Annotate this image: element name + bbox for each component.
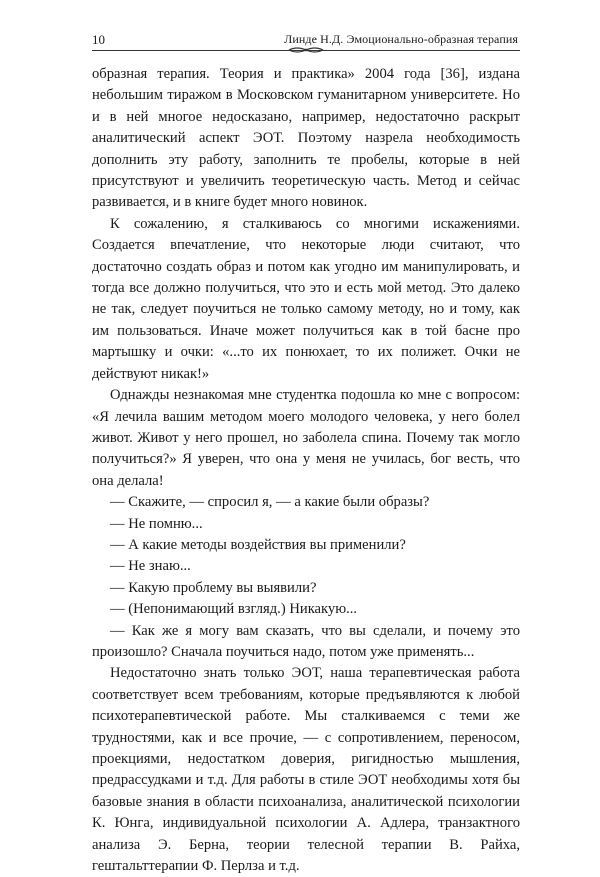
dialogue-line: — Какую проблему вы выявили? bbox=[110, 579, 317, 596]
dialogue-line: — Как же я могу вам сказать, что вы сделали, и почему это произошло? Сначала поучиться надо, потом уже применять... bbox=[92, 622, 520, 660]
paragraph: Однажды незнакомая мне студентка подошла ко мне с вопросом: «Я лечила вашим методом моего молодого человека, у него болел живот. Живот у него прошел, но заболела спина. Почему так могло получиться?» Я уверен, что она у меня не училась, бог весть, что она делала! bbox=[92, 387, 520, 489]
page-header bbox=[92, 30, 520, 52]
paragraph: К сожалению, я сталкиваюсь со многими искажениями. Создается впечатление, что некоторые люди считают, что достаточно создать образ и потом как угодно им манипулировать, и тогда все должно получиться, что это и есть мой метод. Это далеко не так, следует поучиться не только самому методу, но и тому, как им пользоваться. Иначе может получиться как в той басне про мартышку и очки: «...то их понюхает, то их полижет. Очки не действуют никак!» bbox=[92, 215, 520, 382]
rule-ornament-icon bbox=[289, 46, 323, 54]
dialogue-line: — Не знаю... bbox=[110, 558, 191, 575]
dialogue-line: — А какие методы воздействия вы применили? bbox=[110, 536, 406, 553]
paragraph: Недостаточно знать только ЭОТ, наша терапевтическая работа соответствует всем требованиям, которые предъявляются к любой психотерапевтической работе. Мы сталкиваемся с теми же трудностями, как и все прочие, — с сопротивлением, переносом, проекциями, недостатком доверия, ригидностью мышления, предрассудками и т.д. Для работы в стиле ЭОТ необходимы хотя бы базовые знания в области психоанализа, аналитической психологии К. Юнга, индивидуальной психологии А. Адлера, транзактного анализа Э. Берна, теории телесной терапии В. Райха, гештальттерапии Ф. Перлза и т.д. bbox=[92, 665, 520, 875]
page-number: 10 bbox=[92, 32, 105, 47]
dialogue-line: — (Непонимающий взгляд.) Никакую... bbox=[110, 601, 358, 618]
dialogue-line: — Не помню... bbox=[110, 515, 203, 532]
paragraph-continued: образная терапия. Теория и практика» 2004 года [36], издана небольшим тиражом в Московском гуманитарном университете. Но и в ней многое недосказано, например, недостаточно раскрыт аналитический аспект ЭОТ. Поэтому назрела необходимость дополнить эту работу, заполнить те пробелы, которые в ней присутствуют и увеличить теоретическую часть. Метод и сейчас развивается, и в книге будет много новинок. bbox=[92, 66, 520, 211]
body-text bbox=[92, 64, 520, 877]
running-title: Линде Н.Д. Эмоционально-образная терапия bbox=[284, 32, 518, 46]
dialogue-line: — Скажите, — спросил я, — а какие были образы? bbox=[110, 494, 430, 511]
